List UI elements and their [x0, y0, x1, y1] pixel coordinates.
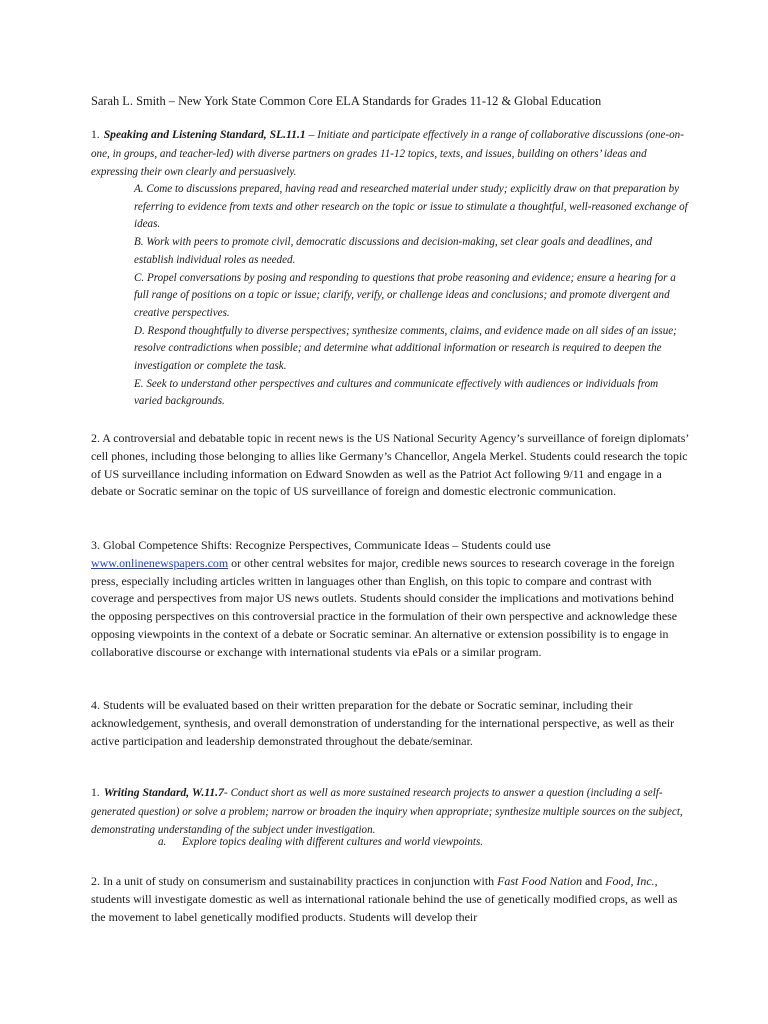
book-title-food-inc: Food, Inc.	[605, 874, 655, 888]
subitem-text: Explore topics dealing with different cultures and world viewpoints.	[182, 836, 484, 848]
item-number: 1.	[91, 128, 100, 141]
paragraph-2-text: 2. A controversial and debatable topic in recent news is the US National Security Agency’s surveillance of foreign diplomats’ cell phones, including those belonging to allies like Germany’s Chancellor, Angela Merkel. Students could research the topic of US surveillance including information on Edward Snowden as well as the Patriot Act following 9/11 and engage in a debate or Socratic seminar on the topic of US surveillance of foreign and domestic electronic communication.	[91, 431, 689, 499]
standard-dash: –	[305, 128, 318, 141]
paragraph-3-rest: or other central websites for major, credible news sources to research coverage in the foreign press, especially including articles written in languages other than English, on this topic to compare and contrast with coverage and perspectives from major US news outlets. Students should consider the implications and motivations behind the opposing perspectives on this controversial practice in the formulation of their own perspective and acknowledge these opposing viewpoints in the context of a debate or Socratic seminar. An alternative or extension possibility is to engage in collaborative discourse or exchange with international students via ePals or a similar program.	[91, 555, 678, 659]
standard-dash: -	[223, 786, 231, 799]
writing-subitem-a	[158, 836, 483, 848]
subitem-d: D. Respond thoughtfully to diverse perspectives; synthesize comments, claims, and evidence made on all sides of an issue; resolve contradictions when possible; and determine what additional information or research is required to deepen the investigation or complete the task.	[134, 324, 677, 373]
subitem-c: C. Propel conversations by posing and responding to questions that probe reasoning and evidence; ensure a hearing for a full range of positions on a topic or issue; clarify, verify, or challenge ideas and conclusions; and promote divergent and creative perspectives.	[134, 271, 676, 319]
writing-standard	[91, 784, 691, 840]
onlinenewspapers-link[interactable]: www.onlinenewspapers.com	[91, 555, 229, 570]
standard-description: Conduct short as well as more sustained research projects to answer a question (including a self-generated question) or solve a problem; narrow or broaden the inquiry when appropriate; synthesize multiple sources on the subject, demonstrating understanding of the subject under investigation.	[91, 787, 683, 837]
paragraph-5-start: 2. In a unit of study on consumerism and sustainability practices in conjunction with	[91, 874, 498, 888]
standard-subitems	[134, 181, 689, 411]
book-title-fast-food-nation: Fast Food Nation	[497, 874, 583, 888]
paragraph-3	[91, 537, 691, 662]
subitem-e: E. Seek to understand other perspectives and cultures and communicate effectively with audiences or individuals from varied backgrounds.	[134, 377, 659, 408]
standard-description: Initiate and participate effectively in a range of collaborative discussions (one-on-one, in groups, and teacher-led) with diverse partners on grades 11-12 topics, texts, and issues, building on others’ ideas and expressing their own clearly and persuasively.	[91, 129, 684, 179]
item-number: 1.	[91, 786, 100, 799]
document-title: Sarah L. Smith – New York State Common Core ELA Standards for Grades 11-12 & Global Education	[91, 94, 602, 108]
subitem-b: B. Work with peers to promote civil, democratic discussions and decision-making, set clear goals and deadlines, and establish individual roles as needed.	[134, 236, 653, 266]
paragraph-4-text: 4. Students will be evaluated based on their written preparation for the debate or Socratic seminar, including their acknowledgement, synthesis, and overall demonstration of understanding for the international perspective, as well as their active participation and leadership demonstrated throughout the debate/seminar.	[91, 698, 675, 748]
paragraph-3-intro: 3. Global Competence Shifts: Recognize Perspectives, Communicate Ideas – Students could use	[91, 538, 551, 552]
paragraph-4	[91, 697, 691, 750]
subitem-marker: a.	[158, 836, 167, 848]
paragraph-5-and: and	[582, 874, 606, 888]
subitem-a: A. Come to discussions prepared, having read and researched material under study; explicitly draw on that preparation by referring to evidence from texts and other research on the topic or issue to stimulate a thoughtful, well-reasoned exchange of ideas.	[134, 183, 688, 231]
standard-name: Speaking and Listening Standard, SL.11.1	[103, 128, 306, 141]
speaking-listening-standard	[91, 126, 691, 182]
paragraph-2	[91, 430, 691, 501]
paragraph-5	[91, 873, 691, 926]
paragraph-5-rest: , students will investigate domestic as well as international rationale behind the use of genetically modified crops, as well as the movement to label genetically modified products. Students will develop their	[91, 874, 678, 924]
standard-name: Writing Standard, W.11.7	[103, 786, 224, 799]
